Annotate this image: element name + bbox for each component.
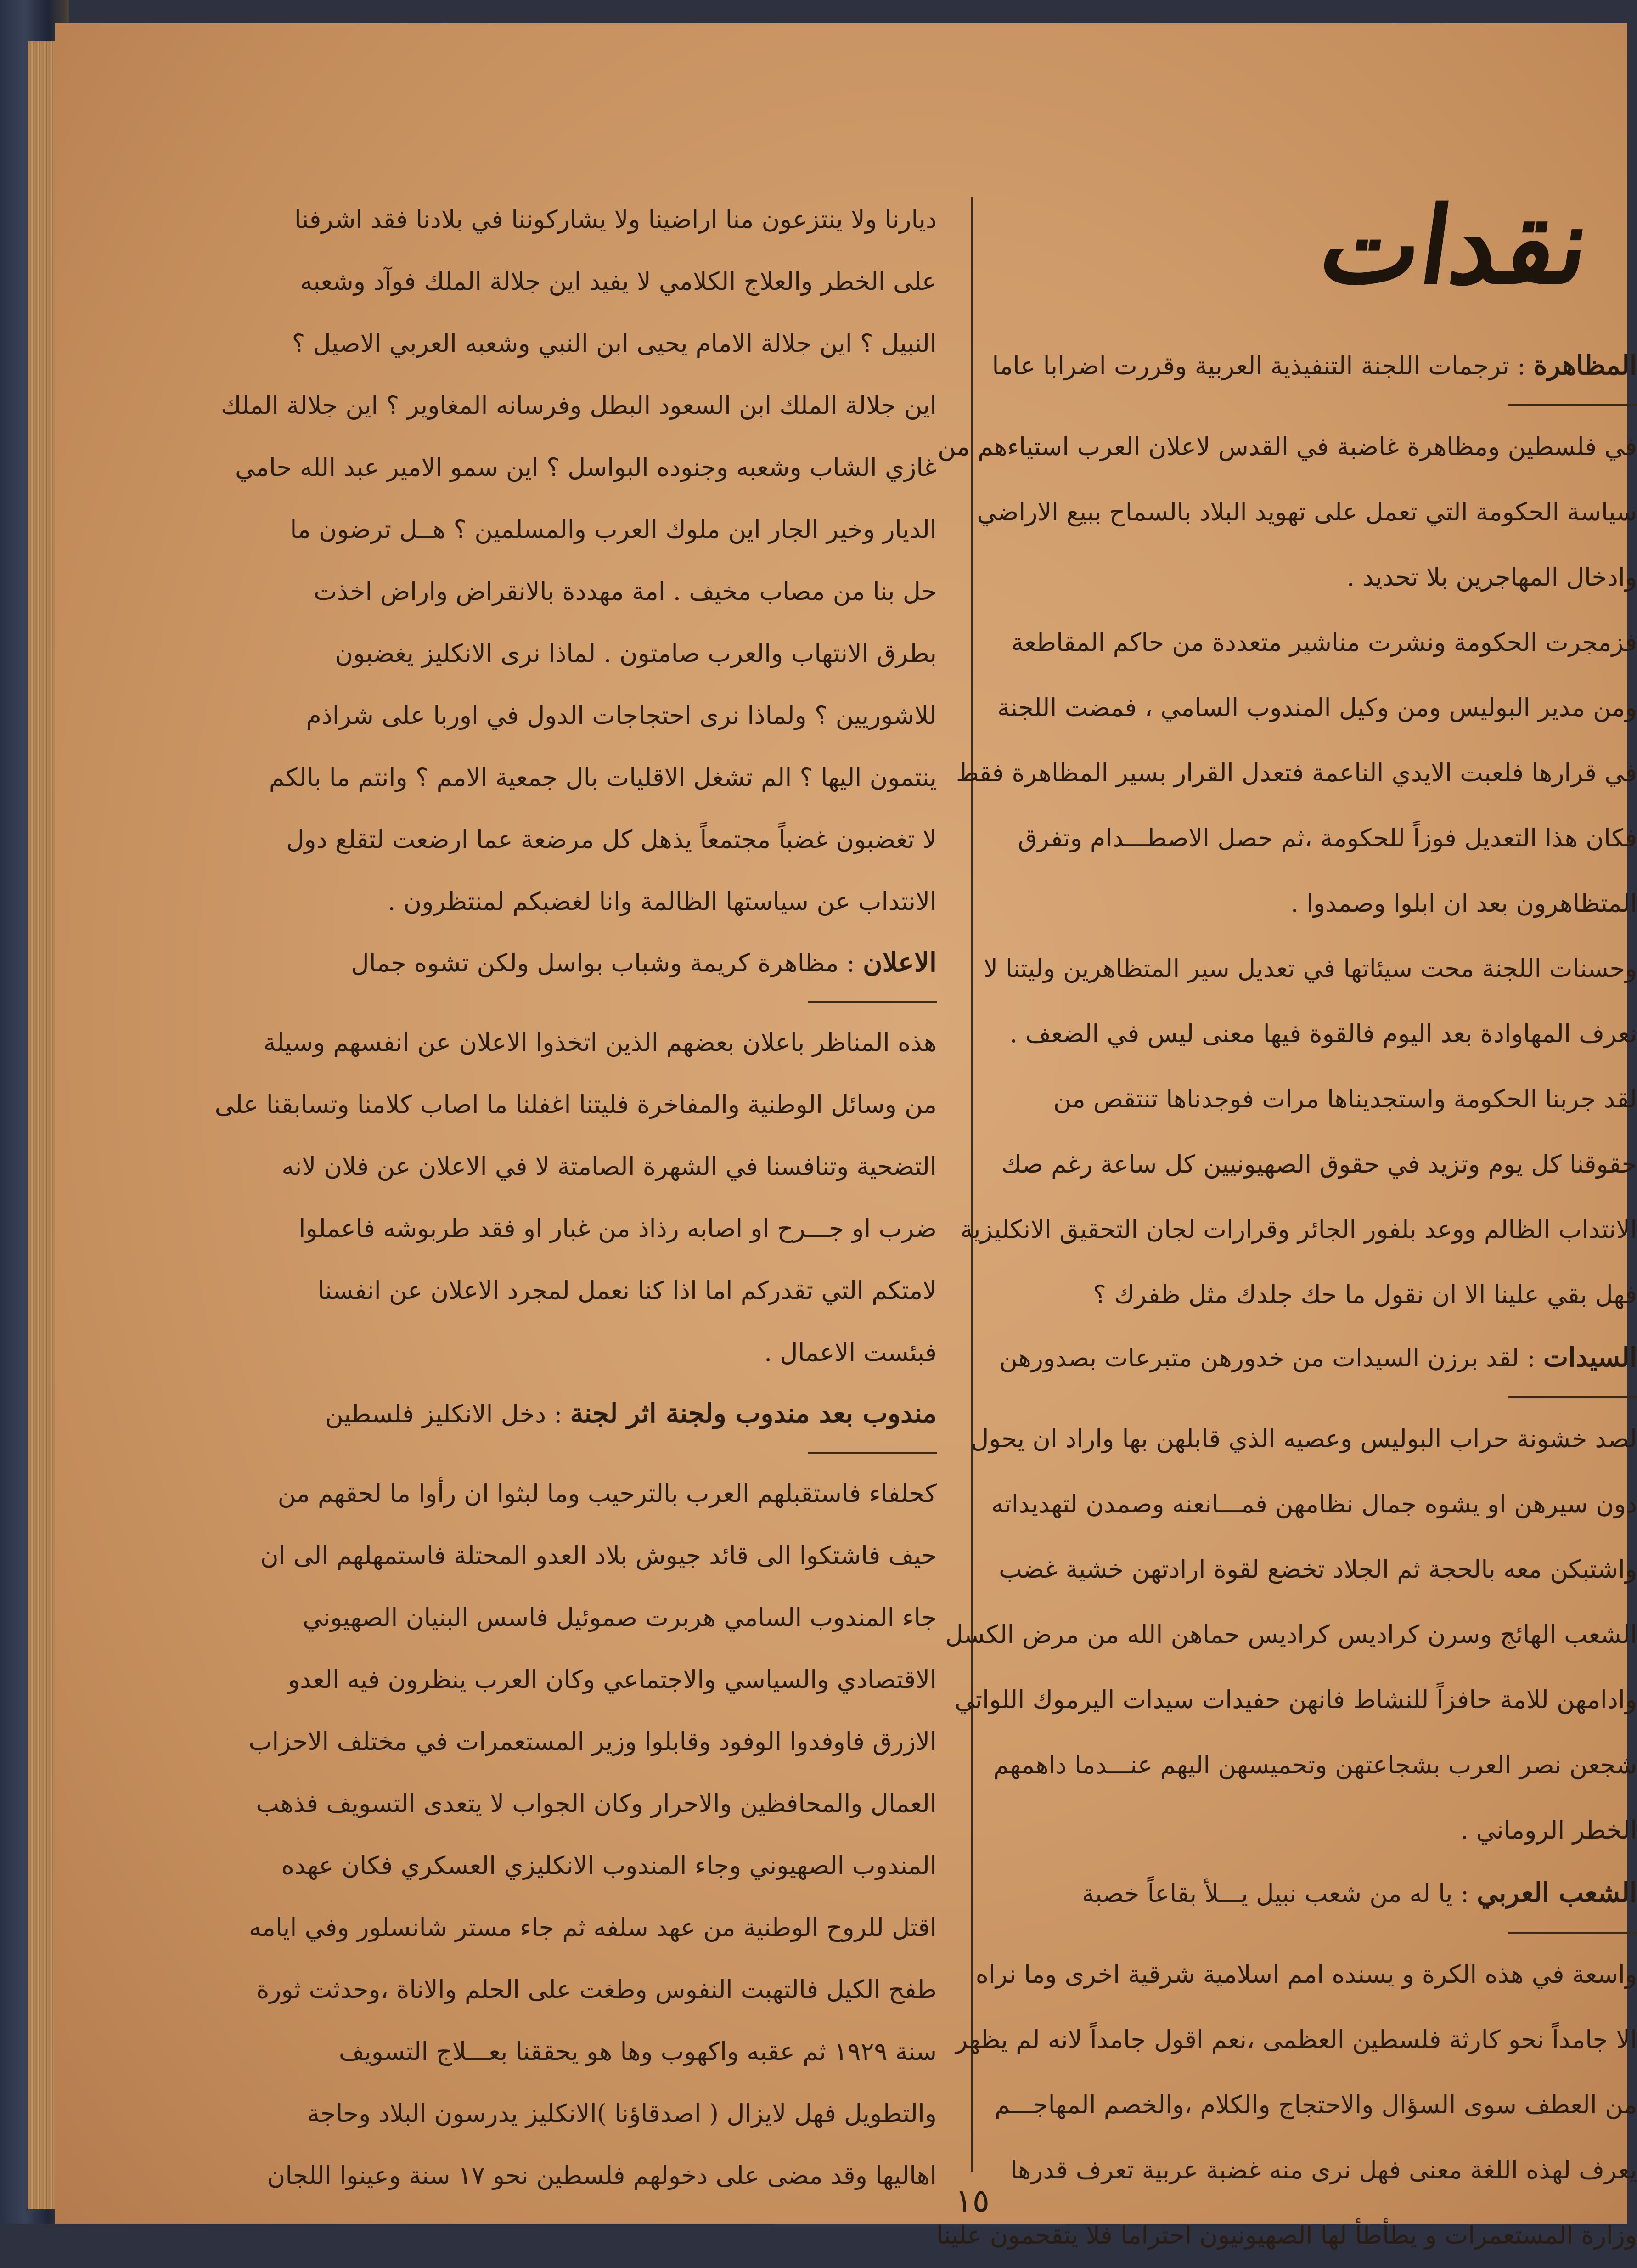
text-line: طفح الكيل فالتهبت النفوس وطغت على الحلم والاناة ،وحدثت ثورة bbox=[256, 1975, 937, 2004]
text-line: اين جلالة الملك ابن السعود البطل وفرسانه المغاوير ؟ اين جلالة الملك bbox=[220, 391, 937, 420]
text-line: سياسة الحكومة التي تعمل على تهويد البلاد بالسماح ببيع الاراضي bbox=[977, 497, 1637, 526]
section-separator: : bbox=[1509, 351, 1534, 380]
text-line: اقتل للروح الوطنية من عهد سلفه ثم جاء مستر شانسلور وفي ايامه bbox=[248, 1913, 937, 1942]
text-line: لامتكم التي تقدركم اما اذا كنا نعمل لمجرد الاعلان عن انفسنا bbox=[317, 1276, 937, 1305]
text-line: حيف فاشتكوا الى قائد جيوش بلاد العدو المحتلة فاستمهلهم الى ان bbox=[260, 1541, 937, 1570]
text-line: واشتبكن معه بالحجة ثم الجلاد تخضع لقوة ارادتهن خشية غضب bbox=[999, 1555, 1637, 1584]
text-line: التضحية وتنافسنا في الشهرة الصامتة لا في الاعلان عن فلان لانه bbox=[281, 1152, 937, 1181]
text-line: يعرف لهذه اللغة معنى فهل نرى منه غضبة عربية تعرف قدرها bbox=[1010, 2155, 1637, 2184]
text-line: نعرف المهاوادة بعد اليوم فالقوة فيها معنى ليس في الضعف . bbox=[1009, 1019, 1637, 1048]
heading-underline bbox=[1508, 1396, 1637, 1398]
section-keyword: الشعب العربي bbox=[1477, 1877, 1637, 1908]
text-line: وادخال المهاجرين بلا تحديد . bbox=[1346, 563, 1637, 592]
section-lead-text: مظاهرة كريمة وشباب بواسل ولكن تشوه جمال bbox=[351, 948, 839, 977]
text-line: الانتداب الظالم ووعد بلفور الجائر وقرارات لجان التحقيق الانكليزية bbox=[960, 1215, 1637, 1244]
section-lead-text: يا له من شعب نبيل يـــلأ بقاعاً خصبة bbox=[1082, 1879, 1453, 1908]
text-line: من وسائل الوطنية والمفاخرة فليتنا اغفلنا ما اصاب كلامنا وتسابقنا على bbox=[214, 1090, 937, 1119]
text-line: العمال والمحافظين والاحرار وكان الجواب لا يتعدى التسويف فذهب bbox=[256, 1789, 937, 1818]
text-line: فزمجرت الحكومة ونشرت مناشير متعددة من حاكم المقاطعة bbox=[1011, 628, 1637, 657]
text-line: الازرق فاوفدوا الوفود وقابلوا وزير المستعمرات في مختلف الاحزاب bbox=[248, 1727, 937, 1756]
text-line: الانتداب عن سياستها الظالمة وانا لغضبكم لمنتظرون . bbox=[388, 887, 937, 916]
text-line: الخطر الروماني . bbox=[1460, 1816, 1637, 1845]
text-line: المندوب الصهيوني وجاء المندوب الانكليزي العسكري فكان عهده bbox=[281, 1851, 937, 1880]
section-separator: : bbox=[838, 948, 863, 977]
section-keyword: الاعلان bbox=[862, 947, 937, 978]
heading-underline bbox=[808, 1001, 937, 1003]
section-heading bbox=[980, 335, 1637, 396]
section-keyword: المظاهرة bbox=[1533, 350, 1637, 381]
text-line: في فلسطين ومظاهرة غاضبة في القدس لاعلان العرب استياءهم من bbox=[938, 432, 1637, 461]
text-line: من العطف سوى السؤال والاحتجاج والكلام ،والخصم المهاجـــم bbox=[994, 2090, 1637, 2119]
text-line: الديار وخير الجار اين ملوك العرب والمسلمين ؟ هــل ترضون ما bbox=[290, 515, 937, 544]
left-column bbox=[214, 188, 937, 2206]
text-line: على الخطر والعلاج الكلامي لا يفيد اين جلالة الملك فوآد وشعبه bbox=[300, 267, 937, 296]
text-line: ينتمون اليها ؟ الم تشغل الاقليات بال جمعية الامم ؟ وانتم ما بالكم bbox=[269, 763, 937, 792]
text-line: ديارنا ولا ينتزعون منا اراضينا ولا يشاركوننا في بلادنا فقد اشرفنا bbox=[294, 205, 937, 234]
section-lead-text: ترجمات اللجنة التنفيذية العربية وقررت اضرابا عاما bbox=[992, 351, 1509, 380]
section-heading bbox=[214, 1383, 937, 1444]
text-line: المتظاهرون بعد ان ابلوا وصمدوا . bbox=[1290, 889, 1637, 918]
text-line: والتطويل فهل لايزال ( اصدقاؤنا )الانكليز يدرسون البلاد وحاجة bbox=[307, 2099, 937, 2128]
text-line: بطرق الانتهاب والعرب صامتون . لماذا نرى الانكليز يغضبون bbox=[335, 639, 937, 668]
text-line: الا جامداً نحو كارثة فلسطين العظمى ،نعم اقول جامداً لانه لم يظهر bbox=[956, 2025, 1637, 2054]
text-line: لا تغضبون غضباً مجتمعاً يذهل كل مرضعة عما ارضعت لتقلع دول bbox=[286, 825, 937, 854]
text-line: الشعب الهائج وسرن كراديس كراديس حماهن الله من مرض الكسل bbox=[945, 1620, 1637, 1649]
column-divider bbox=[971, 197, 973, 2172]
text-line: غازي الشاب وشعبه وجنوده البواسل ؟ اين سمو الامير عبد الله حامي bbox=[235, 453, 937, 482]
section-separator: : bbox=[1452, 1879, 1477, 1908]
text-line: ضرب او جـــرح او اصابه رذاذ من غبار او فقد طربوشه فاعملوا bbox=[298, 1214, 937, 1243]
section-separator: : bbox=[546, 1399, 570, 1428]
section-lead-text: لقد برزن السيدات من خدورهن متبرعات بصدورهن bbox=[999, 1343, 1519, 1372]
text-line: وحسنات اللجنة محت سيئاتها في تعديل سير المتظاهرين وليتنا لا bbox=[984, 954, 1637, 983]
text-line: واسعة في هذه الكرة و يسنده امم اسلامية شرقية اخرى وما نراه bbox=[975, 1960, 1637, 1989]
text-line: حقوقنا كل يوم وتزيد في حقوق الصهيونيين كل ساعة رغم صك bbox=[1001, 1150, 1637, 1179]
text-line: كحلفاء فاستقبلهم العرب بالترحيب وما لبثوا ان رأوا ما لحقهم من bbox=[277, 1479, 937, 1508]
section-heading bbox=[214, 932, 937, 993]
heading-underline bbox=[808, 1452, 937, 1454]
text-line: شجعن نصر العرب بشجاعتهن وتحميسهن اليهم عنـــدما داهمهم bbox=[993, 1750, 1637, 1779]
text-line: حل بنا من مصاب مخيف . امة مهددة بالانقراض واراض اخذت bbox=[313, 577, 937, 606]
section-lead-text: دخل الانكليز فلسطين bbox=[325, 1399, 546, 1428]
text-line: وادامهن للامة حافزاً للنشاط فانهن حفيدات سيدات اليرموك اللواتي bbox=[955, 1685, 1637, 1714]
heading-underline bbox=[1508, 404, 1637, 406]
text-line: فبئست الاعمال . bbox=[764, 1338, 937, 1367]
text-line: سنة ١٩٢٩ ثم عقبه واكهوب وها هو يحققنا بعـــلاج التسويف bbox=[338, 2037, 937, 2066]
section-heading bbox=[980, 1863, 1637, 1924]
page bbox=[55, 23, 1637, 2250]
text-line: لقد جربنا الحكومة واستجديناها مرات فوجدناها تنتقص من bbox=[1053, 1084, 1637, 1113]
page-number: ١٥ bbox=[955, 2182, 990, 2219]
text-line: وزارة المستعمرات و يطأطأ لها الصهيونيون احتراما فلا يتقحمون علينا bbox=[936, 2221, 1637, 2250]
heading-underline bbox=[1508, 1932, 1637, 1934]
section-keyword: السيدات bbox=[1543, 1342, 1637, 1373]
text-line: للاشوريين ؟ ولماذا نرى احتجاجات الدول في اوربا على شراذم bbox=[306, 701, 937, 730]
text-line: فكان هذا التعديل فوزاً للحكومة ،ثم حصل الاصطـــدام وتفرق bbox=[1018, 824, 1637, 852]
text-line: دون سيرهن او يشوه جمال نظامهن فمـــانعنه وصمدن لتهديداته bbox=[991, 1489, 1637, 1518]
section-heading bbox=[980, 1327, 1637, 1388]
text-line: لصد خشونة حراب البوليس وعصيه الذي قابلهن بها واراد ان يحول bbox=[971, 1424, 1637, 1453]
text-line: في قرارها فلعبت الايدي الناعمة فتعدل القرار بسير المظاهرة فقط bbox=[956, 758, 1637, 787]
text-line: جاء المندوب السامي هربرت صموئيل فاسس البنيان الصهيوني bbox=[303, 1603, 937, 1632]
text-line: فهل بقي علينا الا ان نقول ما حك جلدك مثل ظفرك ؟ bbox=[1093, 1280, 1637, 1309]
section-keyword: مندوب بعد مندوب ولجنة اثر لجنة bbox=[570, 1398, 937, 1429]
text-line: النبيل ؟ اين جلالة الامام يحيى ابن النبي وشعبه العربي الاصيل ؟ bbox=[292, 329, 937, 358]
text-line: الاقتصادي والسياسي والاجتماعي وكان العرب ينظرون فيه العدو bbox=[288, 1665, 937, 1694]
text-line: هذه المناظر باعلان بعضهم الذين اتخذوا الاعلان عن انفسهم وسيلة bbox=[263, 1028, 937, 1057]
masthead-title: نقدات bbox=[1313, 184, 1598, 308]
text-line: ومن مدير البوليس ومن وكيل المندوب السامي ، فمضت اللجنة bbox=[997, 693, 1637, 722]
section-separator: : bbox=[1519, 1343, 1543, 1372]
text-line: اهاليها وقد مضى على دخولهم فلسطين نحو ١٧ سنة وعينوا اللجان bbox=[267, 2161, 937, 2190]
